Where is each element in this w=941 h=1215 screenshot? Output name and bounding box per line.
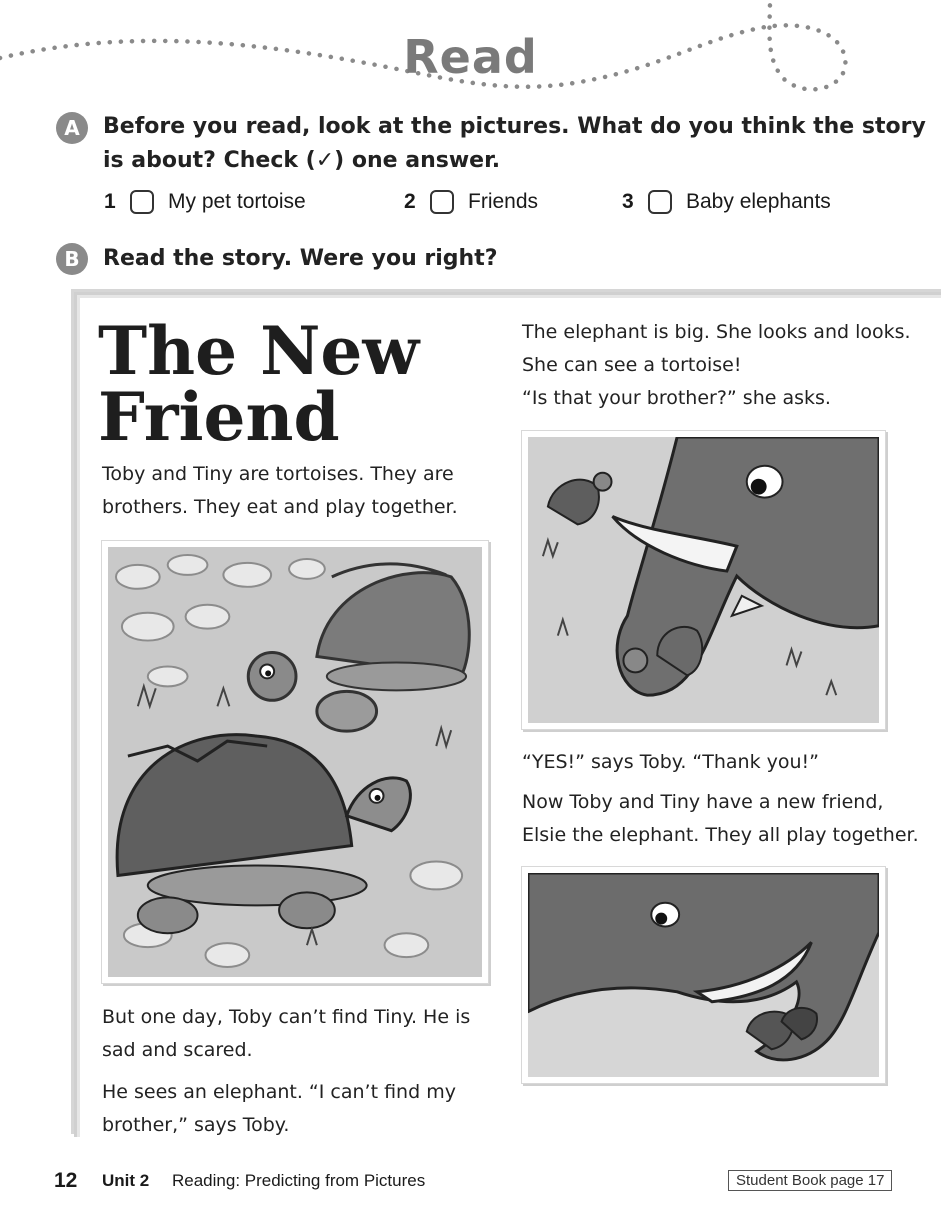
story-paragraph-2	[102, 1001, 470, 1067]
text-line: brother,” says Toby.	[102, 1114, 290, 1136]
student-book-reference: Student Book page 17	[728, 1170, 892, 1191]
section-a-badge: A	[56, 112, 88, 144]
text-line: sad and scared.	[102, 1039, 253, 1061]
story-paragraph-5	[522, 746, 819, 779]
option-checkbox[interactable]	[648, 190, 672, 214]
story-paragraph-6	[522, 786, 919, 852]
story-paragraph-4	[522, 316, 911, 415]
option-2	[404, 186, 538, 218]
unit-label: Unit 2	[102, 1171, 150, 1190]
text-line: Toby and Tiny are tortoises. They are	[102, 463, 454, 485]
story-paragraph-1	[102, 458, 458, 524]
page-number: 12	[54, 1169, 78, 1192]
option-checkbox[interactable]	[130, 190, 154, 214]
text-line: The elephant is big. She looks and looks.	[522, 321, 911, 343]
option-3	[622, 186, 831, 218]
text-line: But one day, Toby can’t find Tiny. He is	[102, 1006, 471, 1028]
elephant-carrying-tortoises-illustration	[521, 866, 886, 1084]
section-a-instruction-line1: Before you read, look at the pictures. What do you think the story	[103, 114, 926, 139]
text-line: “YES!” says Toby. “Thank you!”	[522, 751, 820, 773]
story-title-line1: The New	[98, 312, 420, 390]
option-label: Friends	[468, 190, 539, 213]
text-line: He sees an elephant. “I can’t find my	[102, 1081, 456, 1103]
text-line: She can see a tortoise!	[522, 354, 742, 376]
page-heading: Read	[403, 30, 538, 84]
skill-label: Reading: Predicting from Pictures	[172, 1171, 426, 1190]
section-b-instruction: Read the story. Were you right?	[103, 246, 498, 271]
option-number: 2	[404, 190, 416, 213]
option-checkbox[interactable]	[430, 190, 454, 214]
section-b-badge: B	[56, 243, 88, 275]
text-line: brothers. They eat and play together.	[102, 496, 458, 518]
text-line: Elsie the elephant. They all play together.	[522, 824, 919, 846]
elephant-finds-tortoise-illustration	[521, 430, 886, 730]
option-label: My pet tortoise	[168, 190, 306, 213]
option-number: 3	[622, 190, 634, 213]
story-title-line2: Friend	[98, 378, 340, 456]
option-number: 1	[104, 190, 116, 213]
two-tortoises-illustration	[101, 540, 489, 984]
option-1	[104, 186, 306, 218]
text-line: “Is that your brother?” she asks.	[522, 387, 831, 409]
text-line: Now Toby and Tiny have a new friend,	[522, 791, 884, 813]
story-paragraph-3	[102, 1076, 456, 1142]
section-a-instruction-line2: is about? Check (✓) one answer.	[103, 148, 501, 173]
story-title	[98, 312, 420, 456]
option-label: Baby elephants	[686, 190, 831, 213]
